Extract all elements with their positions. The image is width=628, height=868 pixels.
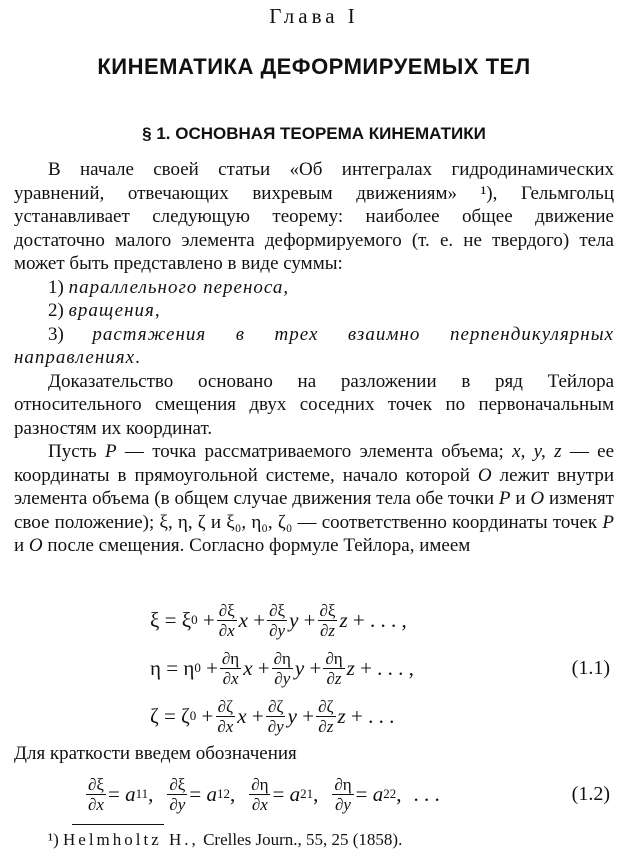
section-heading: § 1. ОСНОВНАЯ ТЕОРЕМА КИНЕМАТИКИ xyxy=(142,124,486,143)
eq-zero: η xyxy=(183,655,195,680)
eq-tail: + . . . , xyxy=(360,655,414,680)
equation-math: η = η 0 + $\frac{\partial\eta}{\partial x}$ x + $\frac{\partial\eta}{\partial y}$ y + $\frac{\partial\eta}{\partial z}$ z + . . . , xyxy=(150,648,414,688)
list-item-1 xyxy=(14,276,614,300)
equation-1-1-row-1 xyxy=(0,596,628,644)
var-xyz: x, y, z xyxy=(512,441,562,462)
chapter-heading: Глава I xyxy=(269,4,359,28)
eq-tail: + . . . xyxy=(350,703,395,728)
fraction: $\frac{\partial\xi}{\partial z}$ xyxy=(319,600,336,640)
fraction: $\frac{\partial\zeta}{\partial x}$ xyxy=(217,696,234,736)
equation-1-1-row-2 xyxy=(0,644,628,692)
coef-sub: 22 xyxy=(383,786,397,801)
text-block-1 xyxy=(14,158,614,558)
paragraph-setup xyxy=(14,440,614,558)
text-run: — точка рассматриваемого элемента объема; xyxy=(116,441,504,462)
fraction xyxy=(167,775,187,814)
frac-den: ∂x xyxy=(88,794,104,814)
frac-num: ∂ξ xyxy=(269,600,286,620)
frac-num: ∂ξ xyxy=(169,774,186,794)
eq-lhs: η xyxy=(150,655,161,680)
equation-number: (1.2) xyxy=(571,782,610,805)
coef-sub: 21 xyxy=(300,786,314,801)
fraction xyxy=(332,775,353,814)
eq-tail: + . . . , xyxy=(352,607,407,632)
var-o: O xyxy=(530,488,545,509)
frac-num: ∂η xyxy=(273,648,291,668)
fraction: $\frac{\partial\eta}{\partial z}$ xyxy=(325,648,343,688)
paragraph-proof: Доказательство основано на разложении в ряд Тейлора относительного смещения двух соседних точек по первоначальным разностям их координат. xyxy=(14,370,614,439)
list-number: 3) xyxy=(48,323,64,345)
list-text: параллельного переноса xyxy=(68,276,284,298)
coef: a xyxy=(125,781,136,806)
frac-num: ∂η xyxy=(221,648,240,668)
footnote-author: Helmholtz H., xyxy=(63,830,199,849)
var-o: O xyxy=(28,535,43,556)
equation-1-1-row-3 xyxy=(0,692,628,740)
coef: a xyxy=(206,781,217,806)
fraction: $\frac{\partial\xi}{\partial x}$ xyxy=(218,600,235,640)
list-punct: , xyxy=(283,276,289,298)
fraction: $\frac{\partial\eta}{\partial y}$ xyxy=(273,648,291,688)
var-p: P xyxy=(498,488,511,509)
paragraph-notation: Для краткости введем обозначения xyxy=(14,743,297,764)
frac-num: ∂η xyxy=(334,774,352,794)
frac-num: ∂ζ xyxy=(217,696,234,716)
fraction xyxy=(86,775,106,814)
footnote-ref: Crelles Journ., 55, 25 (1858). xyxy=(203,830,403,849)
fraction: $\frac{\partial\eta}{\partial x}$ xyxy=(221,648,240,688)
list-number: 2) xyxy=(48,300,64,321)
text-run: после смещения. Согласно формуле Тейлора, имеем xyxy=(47,535,471,556)
text-run: — ее координаты в прямоугольной системе, начало которой xyxy=(14,441,615,486)
frac-num: ∂ζ xyxy=(318,696,334,716)
list-number: 1) xyxy=(48,276,64,298)
frac-num: ∂η xyxy=(325,648,343,668)
coef: a xyxy=(372,781,384,806)
text-run: и xyxy=(14,535,25,556)
list-item-2 xyxy=(14,299,614,323)
eq-tail: . . . xyxy=(413,781,440,806)
var-o: O xyxy=(477,464,492,486)
eq-lhs: ξ xyxy=(150,607,160,632)
list-punct: . xyxy=(135,347,140,368)
text-block-2 xyxy=(14,742,614,766)
equation-1-2 xyxy=(0,770,628,818)
footnote-mark: ¹) xyxy=(48,830,59,849)
chapter-title: КИНЕМАТИКА ДЕФОРМИРУЕМЫХ ТЕЛ xyxy=(97,54,531,79)
var-p: P xyxy=(602,511,614,533)
coef: a xyxy=(289,781,301,806)
eq-zero: ζ xyxy=(181,703,190,728)
equation-math: ξ = ξ 0 + $\frac{\partial\xi}{\partial x}$ x + $\frac{\partial\xi}{\partial y}$ y + $\frac{\partial\xi}{\partial z}$ z + . . . , xyxy=(150,600,407,640)
frac-num: ∂ξ xyxy=(319,600,336,620)
frac-num: ∂ξ xyxy=(88,774,104,794)
coef-sub: 11 xyxy=(135,786,149,801)
list-item-3 xyxy=(14,323,614,370)
frac-den: ∂y xyxy=(169,794,186,814)
eq-lhs: ζ xyxy=(150,703,159,728)
fraction: $\frac{\partial\xi}{\partial y}$ xyxy=(269,600,286,640)
equation-math: ζ = ζ 0 + $\frac{\partial\zeta}{\partial x}$ x + $\frac{\partial\zeta}{\partial y}$ y + $\frac{\partial\zeta}{\partial z}$ z + . . . xyxy=(150,696,395,736)
fraction: $\frac{\partial\zeta}{\partial y}$ xyxy=(267,696,284,736)
eq-zero: ξ xyxy=(181,607,192,632)
list-text: растяжения в трех взаимно перпендикулярных направлениях xyxy=(14,323,614,368)
footnote-rule xyxy=(72,824,164,825)
footnote xyxy=(48,830,402,850)
list-punct: , xyxy=(154,300,160,321)
text-run: и xyxy=(515,488,526,509)
fraction: $\frac{\partial\zeta}{\partial z}$ xyxy=(318,696,334,736)
coef-sub: 12 xyxy=(216,786,230,801)
frac-den: ∂y xyxy=(335,794,351,814)
fraction xyxy=(249,775,270,814)
equation-math: $\frac{\partial\xi}{\partial x}$ = a 11 , $\frac{\partial\xi}{\partial y}$ = a 12 , $\frac{\partial\eta}{\partial x}$ = a 21 , $\frac{\partial\eta}{\partial y}$ = a 22 , . . . xyxy=(88,774,440,814)
equation-number: (1.1) xyxy=(571,656,610,679)
var-p: P xyxy=(104,441,117,462)
text-run: изменят свое положение); ξ, η, ζ и ξ₀, η₀, ζ₀ — соответственно координаты точек xyxy=(14,488,615,533)
frac-num: ∂η xyxy=(251,774,269,794)
frac-num: ∂ζ xyxy=(267,696,284,716)
frac-den: ∂x xyxy=(251,794,268,814)
text-run: лежит внутри элемента объема (в общем случае движения тела обе точки xyxy=(14,464,614,509)
frac-num: ∂ξ xyxy=(218,600,235,620)
text-run: Пусть xyxy=(48,441,97,462)
paragraph-intro: В начале своей статьи «Об интегралах гидродинамических уравнений, отвечающих вихревым движениям» ¹), Гельмгольц устанавливает следующую теорему: наиболее общее движение достаточно малого элемента деформируемого (т. е. не твердого) тела может быть представлено в виде суммы: xyxy=(14,159,614,274)
list-text: вращения xyxy=(68,300,155,321)
